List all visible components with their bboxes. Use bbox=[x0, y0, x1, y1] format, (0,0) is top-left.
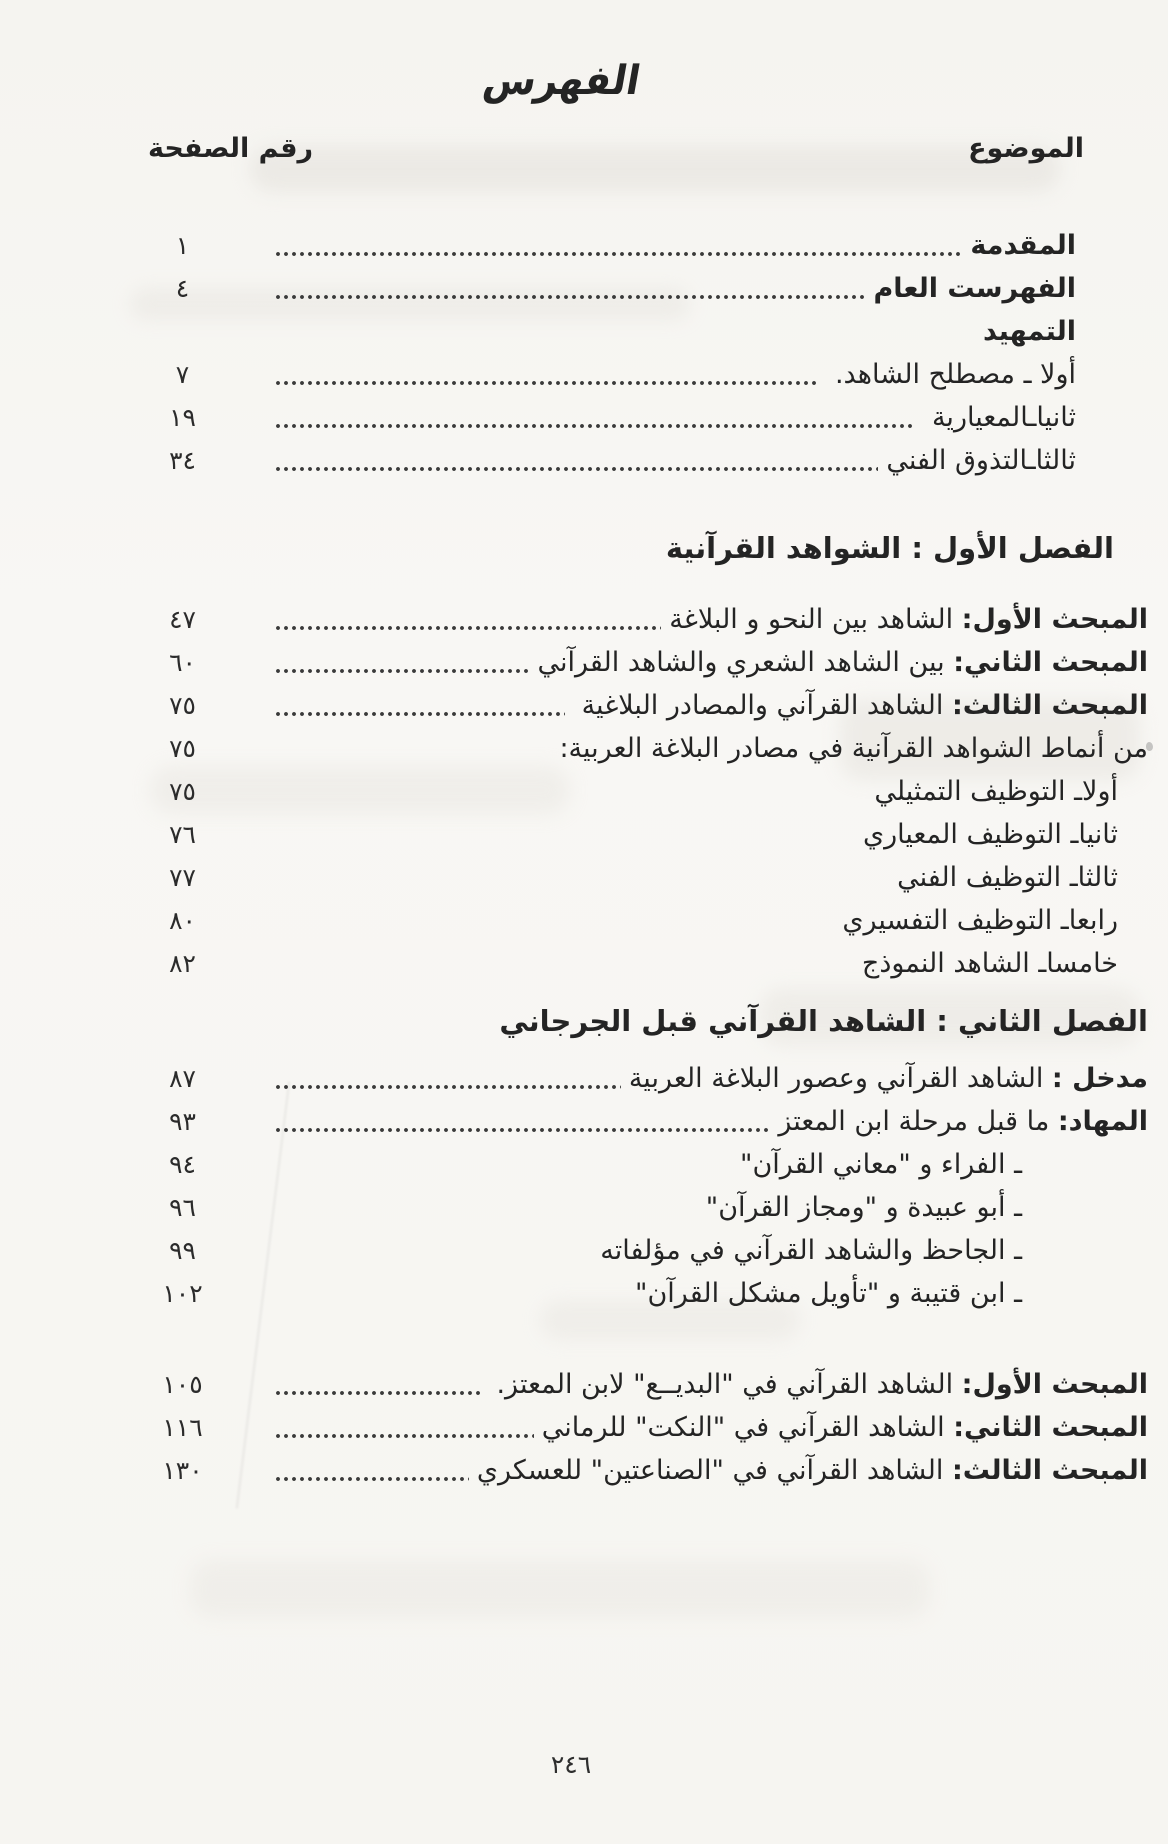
subject-column-label: الموضوع bbox=[968, 133, 1084, 164]
entry-label: المبحث الأول: bbox=[961, 604, 1148, 635]
dots-leader bbox=[274, 1297, 627, 1307]
entry-page-number: ٨٧ bbox=[169, 1064, 196, 1093]
toc-section-chapter-1 bbox=[105, 524, 1148, 985]
entry-page-number: ٤ bbox=[175, 274, 190, 303]
entry-text: ثالثاـالتذوق الفني bbox=[886, 445, 1076, 476]
entry-text: أولا ـ مصطلح الشاهد. bbox=[826, 359, 1076, 390]
toc-row bbox=[105, 439, 1076, 482]
entry-text: رابعاـ التوظيف التفسيري bbox=[842, 905, 1118, 936]
entry-text: ما قبل مرحلة ابن المعتز bbox=[778, 1106, 1058, 1137]
toc-row bbox=[105, 684, 1148, 727]
toc-row bbox=[105, 598, 1148, 641]
toc-header bbox=[0, 126, 1168, 172]
entry-page-number: ٨٠ bbox=[169, 906, 196, 935]
toc-row bbox=[105, 727, 1148, 770]
toc-row bbox=[105, 1143, 1148, 1186]
entry-text: بين الشاهد الشعري والشاهد القرآني bbox=[537, 647, 954, 678]
entry-page-number: ٧٥ bbox=[169, 777, 196, 806]
dots-leader bbox=[274, 421, 915, 431]
dots-leader bbox=[274, 249, 962, 259]
entry-text: الشاهد بين النحو و البلاغة bbox=[669, 604, 962, 635]
toc-row bbox=[105, 813, 1148, 856]
dots-leader bbox=[274, 666, 529, 676]
entry-text: ثانياـ التوظيف المعياري bbox=[862, 819, 1118, 850]
title-wrap bbox=[0, 58, 1124, 102]
entry-text: الشاهد القرآني في "الصناعتين" للعسكري bbox=[476, 1455, 952, 1486]
entry-page-number: ٨٢ bbox=[169, 949, 196, 978]
entry-page-number: ٦٠ bbox=[169, 648, 196, 677]
entry-text: ـ الفراء و "معاني القرآن" bbox=[740, 1149, 1022, 1180]
entry-page-number: ٧٧ bbox=[169, 863, 196, 892]
entry-text: ثانياـالمعيارية bbox=[923, 402, 1076, 433]
entry-page-number: ١٠٢ bbox=[162, 1279, 203, 1308]
toc-row bbox=[105, 224, 1076, 267]
dots-leader bbox=[274, 709, 565, 719]
entry-text: ـ أبو عبيدة و "ومجاز القرآن" bbox=[705, 1192, 1022, 1223]
dots-leader bbox=[274, 1027, 491, 1037]
entry-label: المبحث الثالث: bbox=[951, 1455, 1148, 1486]
toc-row bbox=[105, 1229, 1148, 1272]
entry-page-number: ٩٣ bbox=[169, 1107, 196, 1136]
entry-label: الفهرست العام bbox=[873, 273, 1076, 304]
entry-page-number: ٩٩ bbox=[169, 1236, 196, 1265]
entry-label: المبحث الثاني: bbox=[953, 647, 1148, 678]
entry-page-number: ١٠٥ bbox=[162, 1370, 203, 1399]
entry-text: الشاهد القرآني وعصور البلاغة العربية bbox=[628, 1063, 1052, 1094]
toc bbox=[0, 172, 1168, 1492]
toc-section-preliminaries bbox=[105, 224, 1076, 482]
entry-page-number: ٧ bbox=[175, 360, 190, 389]
entry-text: الشاهد القرآني في "النكت" للرماني bbox=[541, 1412, 954, 1443]
toc-row bbox=[105, 524, 1114, 572]
toc-row bbox=[105, 997, 1148, 1045]
dots-leader bbox=[274, 464, 878, 474]
toc-section-chapter-2-studies bbox=[105, 1363, 1148, 1492]
entry-page-number: ١٣٠ bbox=[162, 1456, 203, 1485]
entry-page-number: ٩٤ bbox=[169, 1150, 196, 1179]
dots-leader bbox=[274, 1431, 534, 1441]
toc-row bbox=[105, 1449, 1148, 1492]
dots-leader bbox=[274, 378, 818, 388]
toc-row bbox=[105, 856, 1148, 899]
toc-row bbox=[105, 353, 1076, 396]
dots-leader bbox=[274, 795, 866, 805]
dots-leader bbox=[274, 335, 975, 345]
footer-page-number: ٢٤٦ bbox=[550, 1750, 592, 1779]
toc-row bbox=[105, 641, 1148, 684]
entry-text: الشاهد القرآني في "البديــع" لابن المعتز. bbox=[487, 1369, 962, 1400]
entry-page-number: ٧٦ bbox=[169, 820, 196, 849]
entry-label: المبحث الثالث: bbox=[951, 690, 1148, 721]
entry-page-number: ٧٥ bbox=[169, 734, 196, 763]
entry-label: مدخل : bbox=[1051, 1063, 1148, 1094]
toc-row bbox=[105, 396, 1076, 439]
entry-text: من أنماط الشواهد القرآنية في مصادر البلاغة العربية: bbox=[559, 733, 1148, 764]
toc-row bbox=[105, 1363, 1148, 1406]
dots-leader bbox=[274, 881, 889, 891]
toc-row bbox=[105, 1057, 1148, 1100]
page-title: الفهرس bbox=[479, 56, 645, 104]
toc-row bbox=[105, 1186, 1148, 1229]
dots-leader bbox=[274, 838, 855, 848]
entry-page-number: ٤٧ bbox=[169, 605, 196, 634]
dots-leader bbox=[274, 1168, 732, 1178]
dots-leader bbox=[274, 1474, 469, 1484]
entry-text: ثالثاـ التوظيف الفني bbox=[897, 862, 1118, 893]
toc-row bbox=[105, 1272, 1148, 1315]
entry-page-number: ٧٥ bbox=[169, 691, 196, 720]
toc-row bbox=[105, 899, 1148, 942]
toc-section-chapter-2 bbox=[105, 997, 1148, 1315]
entry-page-number: ١١٦ bbox=[162, 1413, 203, 1442]
entry-label: الفصل الأول : الشواهد القرآنية bbox=[665, 531, 1114, 565]
entry-label: المبحث الأول: bbox=[961, 1369, 1148, 1400]
dots-leader bbox=[274, 1125, 770, 1135]
toc-row bbox=[105, 942, 1148, 985]
entry-page-number: ١ bbox=[175, 231, 190, 260]
entry-label: التمهيد bbox=[983, 316, 1076, 347]
toc-row bbox=[105, 1406, 1148, 1449]
entry-page-number: ١٩ bbox=[169, 403, 196, 432]
entry-label: الفصل الثاني : الشاهد القرآني قبل الجرجاني bbox=[499, 1004, 1148, 1038]
entry-label: المهاد: bbox=[1057, 1106, 1148, 1137]
entry-text: الشاهد القرآني والمصادر البلاغية bbox=[572, 690, 952, 721]
toc-row bbox=[105, 1100, 1148, 1143]
entry-text: أولاـ التوظيف التمثيلي bbox=[874, 776, 1118, 807]
toc-row bbox=[105, 770, 1148, 813]
dots-leader bbox=[274, 924, 834, 934]
scan-smudge bbox=[190, 1560, 930, 1618]
dots-leader bbox=[274, 623, 661, 633]
entry-label: المقدمة bbox=[970, 230, 1076, 261]
page-number-column-label: رقم الصفحة bbox=[148, 133, 314, 164]
dots-leader bbox=[274, 1388, 480, 1398]
entry-page-number: ٣٤ bbox=[169, 446, 196, 475]
dots-leader bbox=[274, 292, 865, 302]
dots-leader bbox=[274, 1082, 621, 1092]
dots-leader bbox=[274, 1211, 698, 1221]
toc-row bbox=[105, 310, 1076, 353]
dots-leader bbox=[274, 1254, 592, 1264]
entry-text: ـ الجاحظ والشاهد القرآني في مؤلفاته bbox=[600, 1235, 1022, 1266]
entry-page-number: ٩٦ bbox=[169, 1193, 196, 1222]
dots-leader bbox=[274, 752, 551, 762]
dots-leader bbox=[274, 967, 854, 977]
dots-leader bbox=[274, 554, 658, 564]
entry-label: المبحث الثاني: bbox=[953, 1412, 1148, 1443]
entry-text: خامساـ الشاهد النموذج bbox=[861, 948, 1118, 979]
entry-text: ـ ابن قتيبة و "تأويل مشكل القرآن" bbox=[635, 1278, 1022, 1309]
toc-row bbox=[105, 267, 1076, 310]
